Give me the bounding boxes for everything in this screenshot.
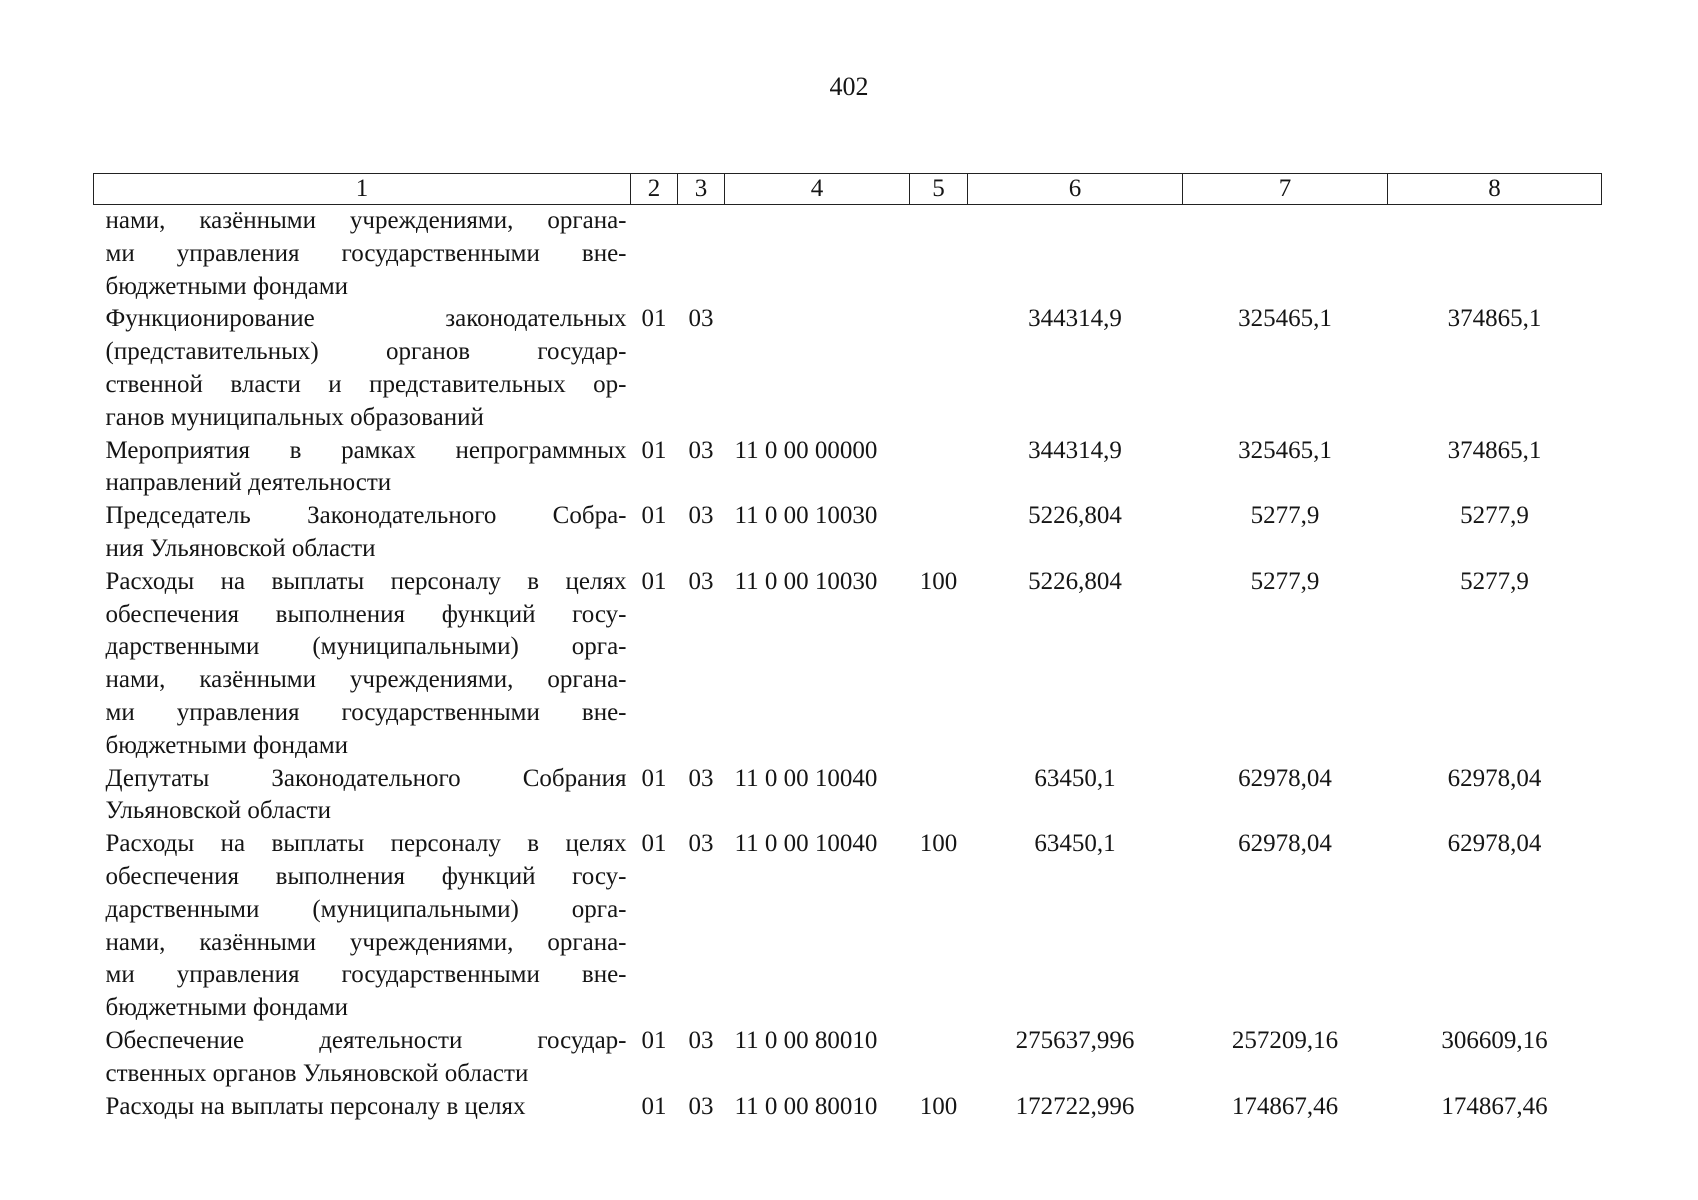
amount-col6-cell: 5226,804 (1028, 502, 1122, 530)
amount-col8-cell (1388, 205, 1602, 304)
row-name-line: направлений деятельности (105, 469, 392, 497)
expense-type-cell (910, 500, 968, 566)
expense-type-cell: 100 (919, 1092, 958, 1120)
subsection-code-cell: 03 (688, 1092, 714, 1120)
table-row (94, 435, 1602, 501)
row-name-line: ственных органов Ульяновской области (105, 1059, 529, 1087)
column-header-7: 7 (1183, 174, 1388, 205)
amount-col7-cell: 5277,9 (1250, 567, 1320, 595)
amount-col6-cell: 344314,9 (1028, 436, 1122, 464)
table-row (94, 1091, 1602, 1124)
row-name-cell (94, 566, 631, 763)
amount-col7-cell: 174867,46 (1231, 1092, 1339, 1120)
target-article-cell: 11 0 00 10030 (734, 567, 878, 595)
row-name-line: обеспечения выполнения функций госу- (105, 862, 627, 890)
section-code-cell: 01 (641, 1092, 667, 1120)
amount-col8-cell: 62978,04 (1447, 764, 1542, 792)
amount-col6-cell: 5226,804 (1028, 567, 1122, 595)
expense-type-cell (910, 1025, 968, 1091)
subsection-code-cell: 03 (688, 502, 714, 530)
amount-col7-cell: 325465,1 (1238, 436, 1332, 464)
row-name-line: дарственными (муниципальными) орга- (105, 895, 627, 923)
row-name-line: дарственными (муниципальными) орга- (105, 633, 627, 661)
row-name-cell (94, 205, 631, 304)
column-header-5: 5 (910, 174, 968, 205)
amount-col7-cell: 5277,9 (1250, 502, 1320, 530)
header-row (94, 174, 1602, 205)
section-code-cell: 01 (641, 305, 667, 333)
row-name-line: ственной власти и представительных ор- (105, 370, 627, 398)
subsection-code-cell: 03 (688, 436, 714, 464)
row-name-line: Расходы на выплаты персоналу в целях (105, 830, 627, 858)
amount-col7-cell: 62978,04 (1238, 830, 1332, 858)
amount-col8-cell: 174867,46 (1441, 1092, 1548, 1120)
section-code-cell: 01 (641, 830, 667, 858)
expense-type-cell (910, 303, 968, 434)
amount-col6-cell: 344314,9 (1028, 305, 1122, 333)
expense-type-cell (910, 763, 968, 829)
row-name-line: ми управления государственными вне- (105, 698, 627, 726)
column-header-6: 6 (968, 174, 1183, 205)
table-row (94, 828, 1602, 1025)
row-name-line: нами, казёнными учреждениями, органа- (105, 207, 627, 234)
amount-col7-cell (1183, 205, 1388, 304)
row-name-line: ганов муниципальных образований (105, 403, 484, 431)
amount-col8-cell: 62978,04 (1447, 830, 1542, 858)
section-code-cell: 01 (641, 1026, 667, 1054)
row-name-cell (94, 1025, 631, 1091)
row-name-cell (94, 1091, 631, 1124)
row-name-line: Функционирование законодательных (105, 305, 627, 333)
column-header-4: 4 (725, 174, 910, 205)
row-name-cell (94, 303, 631, 434)
target-article-cell (725, 303, 910, 434)
row-name-line: нами, казёнными учреждениями, органа- (105, 666, 627, 694)
amount-col7-cell: 257209,16 (1231, 1026, 1339, 1054)
column-header-3: 3 (678, 174, 725, 205)
subsection-code-cell: 03 (688, 305, 714, 333)
column-header-2: 2 (631, 174, 678, 205)
subsection-code-cell: 03 (688, 764, 714, 792)
amount-col8-cell: 5277,9 (1460, 502, 1529, 530)
section-code-cell: 01 (641, 764, 667, 792)
row-name-line: Расходы на выплаты персоналу в целях (105, 1092, 526, 1120)
row-name-line: нами, казёнными учреждениями, органа- (105, 928, 627, 956)
expense-type-cell: 100 (919, 567, 958, 595)
row-name-cell (94, 500, 631, 566)
row-name-cell (94, 435, 631, 501)
row-name-line: бюджетными фондами (105, 272, 349, 300)
row-name-line: Расходы на выплаты персоналу в целях (105, 567, 627, 595)
subsection-code-cell: 03 (688, 567, 714, 595)
table-row (94, 303, 1602, 434)
row-name-line: Обеспечение деятельности государ- (105, 1026, 627, 1054)
target-article-cell (725, 205, 910, 304)
subsection-code-cell (678, 205, 725, 304)
table-row (94, 566, 1602, 763)
row-name-line: обеспечения выполнения функций госу- (105, 600, 627, 628)
target-article-cell: 11 0 00 10040 (734, 764, 878, 792)
amount-col8-cell: 374865,1 (1447, 436, 1542, 464)
amount-col6-cell (968, 205, 1183, 304)
row-name-line: бюджетными фондами (105, 994, 349, 1022)
expense-type-cell (910, 205, 968, 304)
column-header-1: 1 (94, 174, 631, 205)
expense-type-cell: 100 (919, 830, 958, 858)
section-code-cell: 01 (641, 567, 667, 595)
amount-col8-cell: 306609,16 (1441, 1026, 1548, 1054)
amount-col6-cell: 275637,996 (1015, 1026, 1135, 1054)
subsection-code-cell: 03 (688, 830, 714, 858)
table-body (94, 205, 1602, 1124)
target-article-cell: 11 0 00 00000 (734, 436, 878, 464)
row-name-line: ния Ульяновской области (105, 534, 376, 562)
row-name-cell (94, 828, 631, 1025)
section-code-cell: 01 (641, 502, 667, 530)
amount-col8-cell: 374865,1 (1447, 305, 1542, 333)
row-name-line: Ульяновской области (105, 797, 331, 825)
row-name-line: Председатель Законодательного Собра- (105, 502, 627, 530)
row-name-line: бюджетными фондами (105, 731, 349, 759)
row-name-line: ми управления государственными вне- (105, 239, 627, 267)
row-name-line: (представительных) органов государ- (105, 338, 627, 366)
section-code-cell (631, 205, 678, 304)
amount-col6-cell: 63450,1 (1034, 830, 1116, 858)
target-article-cell: 11 0 00 80010 (734, 1026, 878, 1054)
row-name-line: Депутаты Законодательного Собрания (105, 764, 627, 792)
budget-table (93, 173, 1602, 1123)
amount-col7-cell: 325465,1 (1238, 305, 1332, 333)
table-header (94, 174, 1602, 205)
row-name-line: ми управления государственными вне- (105, 961, 627, 989)
row-name-cell (94, 763, 631, 829)
expense-type-cell (910, 435, 968, 501)
target-article-cell: 11 0 00 80010 (734, 1092, 878, 1120)
column-header-8: 8 (1388, 174, 1602, 205)
target-article-cell: 11 0 00 10030 (734, 502, 878, 530)
row-name-line: Мероприятия в рамках непрограммных (105, 436, 627, 464)
target-article-cell: 11 0 00 10040 (734, 830, 878, 858)
page-number: 402 (829, 72, 869, 101)
table-row (94, 205, 1602, 304)
amount-col7-cell: 62978,04 (1238, 764, 1332, 792)
amount-col8-cell: 5277,9 (1460, 567, 1529, 595)
subsection-code-cell: 03 (688, 1026, 714, 1054)
table-row (94, 763, 1602, 829)
section-code-cell: 01 (641, 436, 667, 464)
amount-col6-cell: 63450,1 (1034, 764, 1116, 792)
table-row (94, 500, 1602, 566)
amount-col6-cell: 172722,996 (1015, 1092, 1135, 1120)
table-row (94, 1025, 1602, 1091)
